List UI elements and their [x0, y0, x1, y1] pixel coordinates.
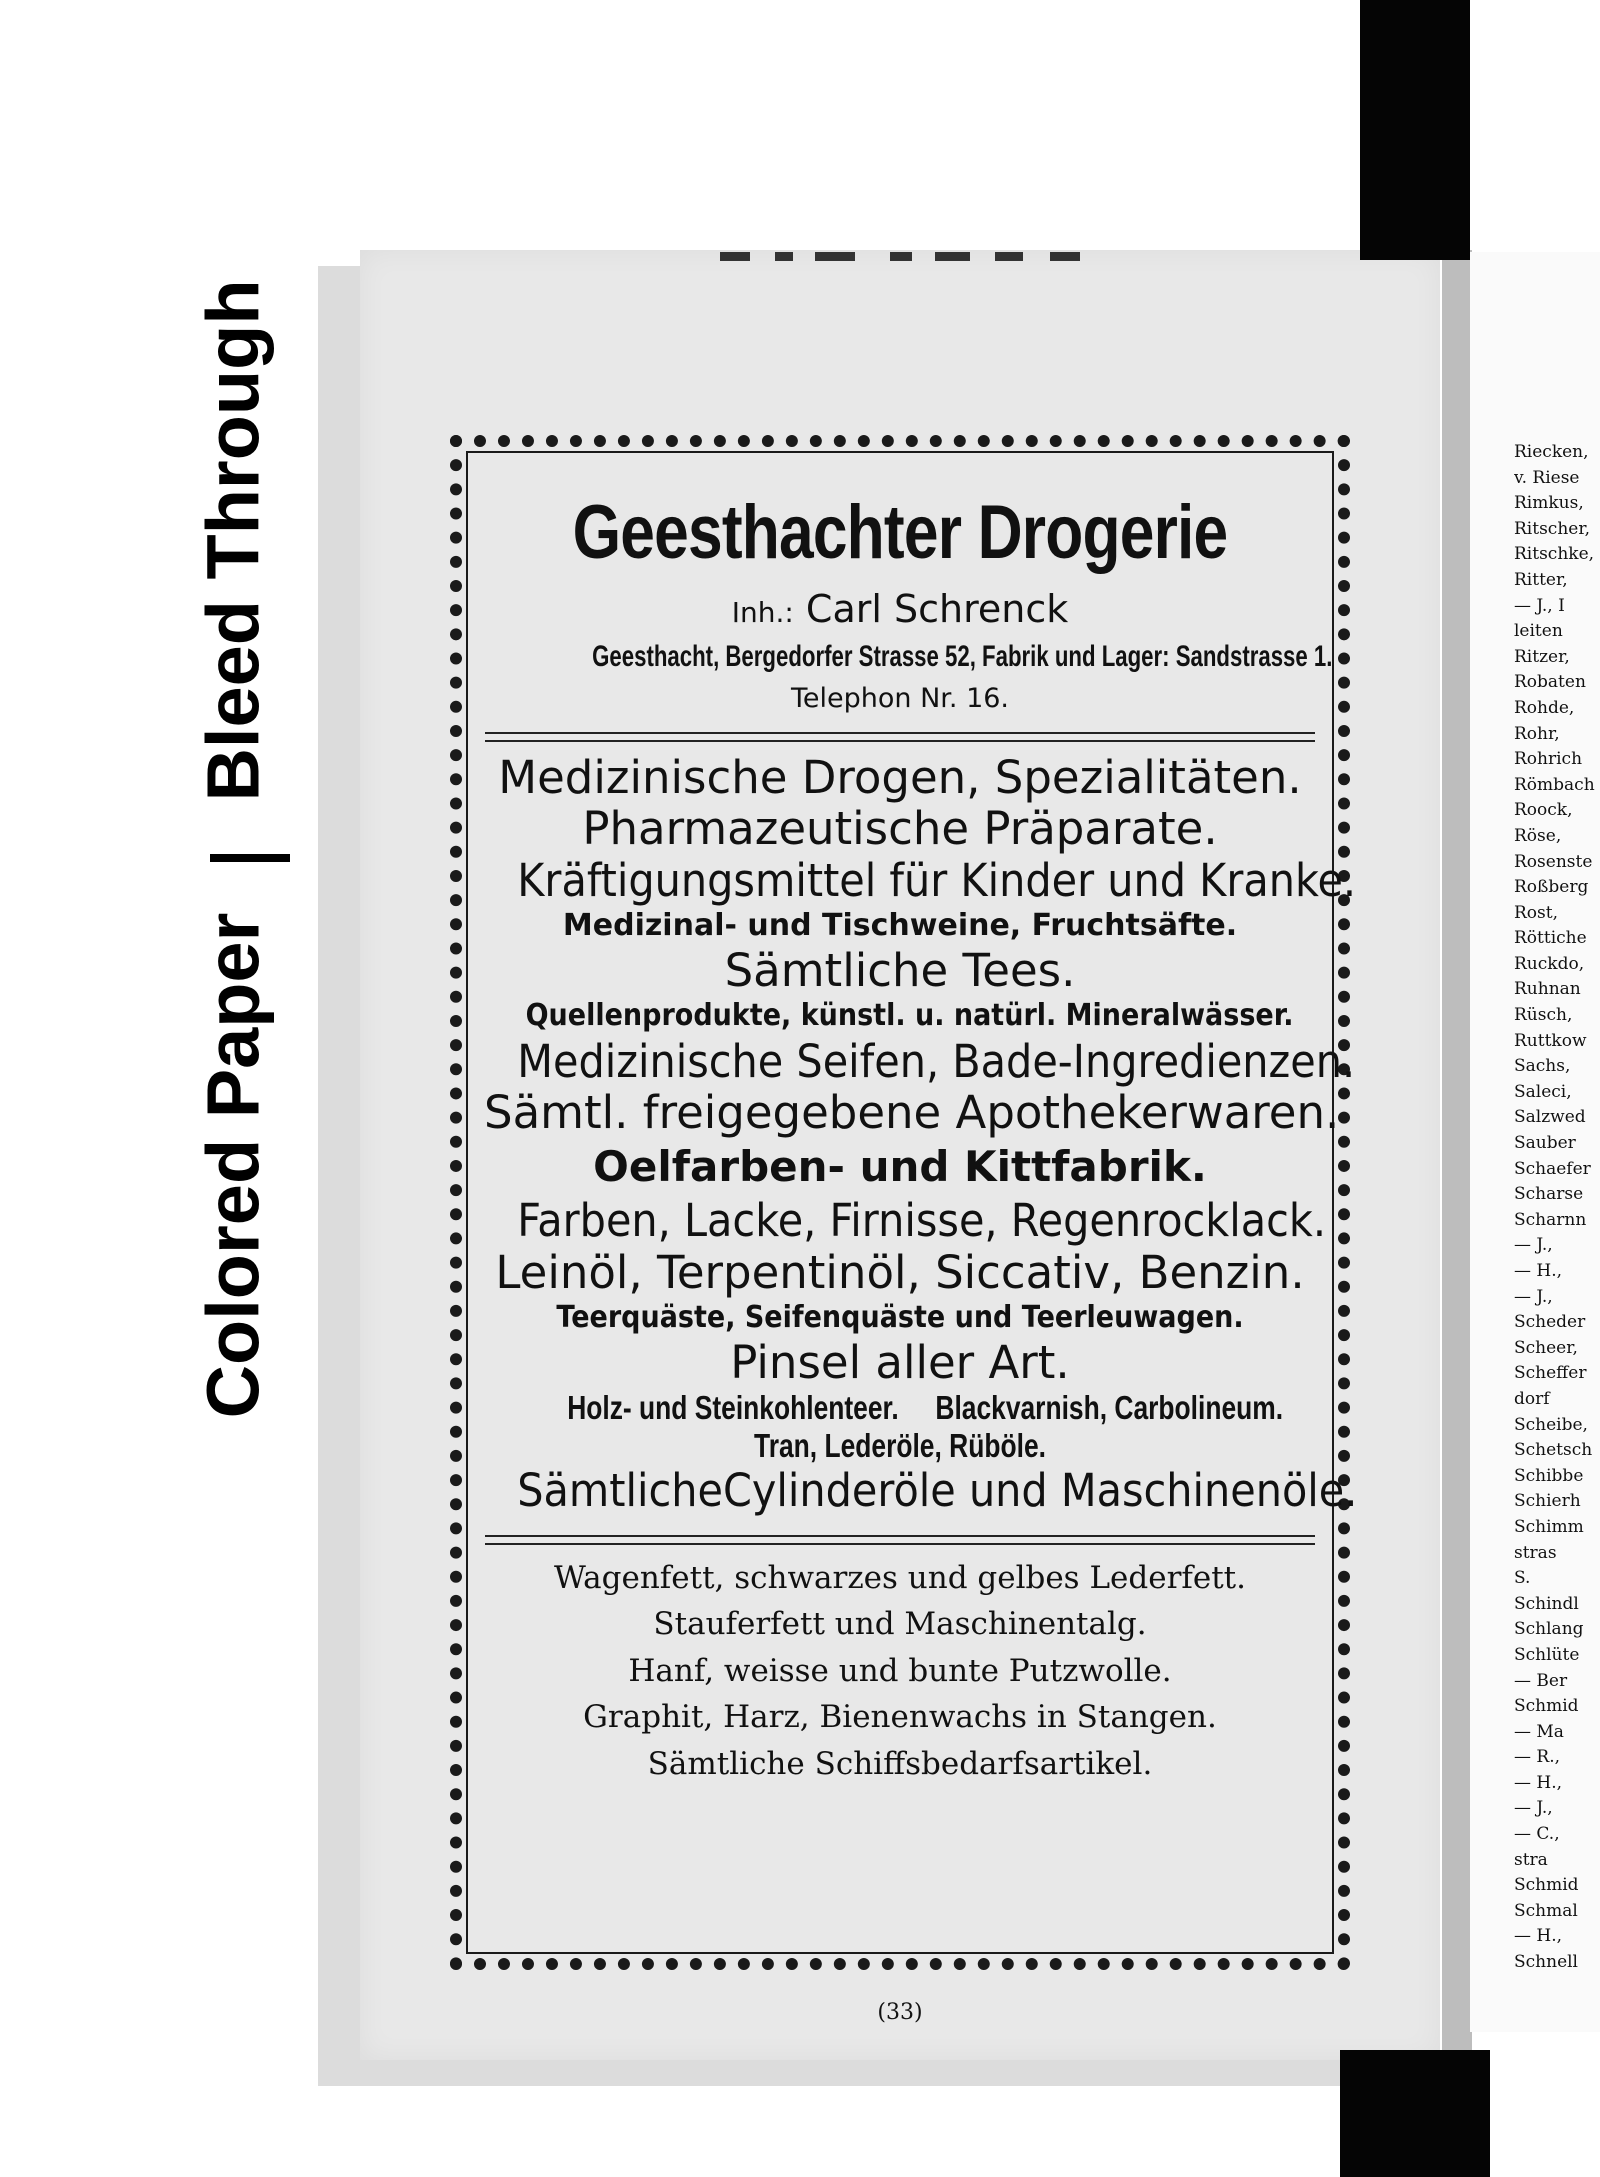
adjacent-column-line: Schlang: [1514, 1619, 1584, 1640]
side-label-bottom: [178, 865, 288, 1465]
adjacent-column-line: leiten: [1514, 621, 1563, 642]
adjacent-column-line: Ruttkow: [1514, 1030, 1587, 1051]
adjacent-column-line: Schetsch: [1514, 1440, 1593, 1461]
adjacent-column-line: — H.,: [1514, 1772, 1563, 1793]
adjacent-column-line: Scheffer: [1514, 1363, 1587, 1384]
adjacent-column-line: Röttiche: [1514, 928, 1587, 949]
product-line: Sämtliche Tees.: [724, 944, 1076, 998]
adjacent-column-line: Robaten: [1514, 672, 1586, 693]
adjacent-page-column: [1514, 440, 1600, 1976]
owner-line: [484, 588, 1316, 632]
advertisement-content: [484, 469, 1358, 1936]
adjacent-column-line: — H.,: [1514, 1261, 1563, 1281]
adjacent-column-line: Rost,: [1514, 902, 1558, 923]
adjacent-column-line: Scheder: [1514, 1312, 1586, 1333]
adjacent-column-line: Scharse: [1514, 1184, 1584, 1205]
telephone-line: Telephon Nr. 16.: [790, 682, 1010, 714]
product-heading: Oelfarben- und Kittfabrik.: [593, 1142, 1207, 1192]
supply-line: Sämtliche Schiffsbedarfsartikel.: [647, 1745, 1153, 1782]
adjacent-column-line: Sachs,: [1514, 1056, 1571, 1077]
product-line: Medizinal- und Tischweine, Fruchtsäfte.: [562, 907, 1238, 943]
scanned-page: [360, 250, 1440, 2060]
owner-prefix: Inh.:: [731, 596, 794, 630]
adjacent-column-line: Scheibe,: [1514, 1414, 1588, 1435]
adjacent-column-line: Riecken,: [1514, 442, 1589, 462]
adjacent-column-line: Ritzer,: [1514, 646, 1570, 667]
adjacent-column-line: Ritschke,: [1514, 544, 1595, 565]
adjacent-column-line: Rimkus,: [1514, 493, 1584, 514]
owner-name: Carl Schrenck: [805, 587, 1069, 632]
adjacent-column-line: Römbach: [1514, 774, 1595, 795]
bleed-through-label: Bleed Through: [191, 278, 275, 802]
adjacent-column-line: Ritter,: [1514, 569, 1568, 590]
supply-line: Hanf, weisse und bunte Putzwolle.: [628, 1652, 1172, 1689]
product-line: Quellenprodukte, künstl. u. natürl. Mineralwässer.: [525, 998, 1294, 1034]
adjacent-column-line: Schmal: [1514, 1900, 1578, 1921]
adjacent-column-line: — J.,: [1514, 1286, 1553, 1307]
adjacent-column-line: dorf: [1514, 1388, 1550, 1409]
product-line-condensed: Tran, Lederöle, Rüböle.: [754, 1427, 1046, 1465]
product-line: Medizinische Seifen, Bade-Ingredienzen.: [517, 1034, 1356, 1088]
adjacent-column-line: Röse,: [1514, 825, 1562, 846]
colored-paper-label: Colored Paper: [191, 912, 275, 1418]
address-line: Geesthacht, Bergedorfer Strasse 52, Fabrik und Lager: Sandstrasse 1.: [592, 640, 1333, 674]
product-item: Holz- und Steinkohlenteer.: [567, 1389, 899, 1427]
double-rule-bottom: [485, 1535, 1315, 1545]
adjacent-column-line: — J.,: [1514, 1798, 1553, 1819]
supply-line: Graphit, Harz, Bienenwachs in Stangen.: [583, 1699, 1217, 1736]
product-line: Kräftigungsmittel für Kinder und Kranke.: [517, 854, 1357, 908]
product-item: Blackvarnish, Carbolineum.: [935, 1389, 1284, 1427]
product-line: Sämtl. freigegebene Apothekerwaren.: [484, 1086, 1340, 1140]
adjacent-column-line: Salzwed: [1514, 1107, 1586, 1128]
product-line: Medizinische Drogen, Spezialitäten.: [498, 750, 1302, 804]
adjacent-column-line: Schindl: [1514, 1593, 1579, 1614]
side-label: [178, 235, 288, 1465]
page-number: (33): [877, 2000, 923, 2025]
adjacent-column-line: Rohde,: [1514, 697, 1575, 718]
adjacent-column-line: Schmid: [1514, 1875, 1579, 1896]
adjacent-column-line: Schlüte: [1514, 1644, 1580, 1665]
adjacent-column-line: Schaefer: [1514, 1158, 1591, 1179]
supply-line: Stauferfett und Maschinentalg.: [653, 1606, 1147, 1643]
adjacent-column-line: Rohrich: [1514, 749, 1583, 770]
adjacent-column-line: Schimm: [1514, 1516, 1584, 1537]
advertisement-frame: [450, 435, 1358, 1970]
scanner-clamp-bottom: [1340, 2050, 1490, 2177]
adjacent-column-line: — Ber: [1514, 1670, 1568, 1691]
adjacent-column-line: Schnell: [1514, 1952, 1578, 1973]
scanner-clamp-top: [1360, 0, 1470, 260]
adjacent-column-line: Schibbe: [1514, 1465, 1584, 1486]
side-label-divider: [210, 854, 290, 862]
product-line: Farben, Lacke, Firnisse, Regenrocklack.: [517, 1194, 1327, 1248]
page-edge-shadow: [1442, 250, 1472, 2060]
adjacent-column-line: Rohr,: [1514, 723, 1560, 744]
product-line: Teerquäste, Seifenquäste und Teerleuwagen.: [556, 1299, 1244, 1335]
product-line-condensed: [567, 1389, 1284, 1427]
adjacent-column-line: Schierh: [1514, 1491, 1581, 1512]
adjacent-column-line: Ruckdo,: [1514, 953, 1585, 974]
adjacent-column-line: — R.,: [1514, 1747, 1561, 1768]
adjacent-column-line: Saleci,: [1514, 1081, 1572, 1102]
adjacent-column-line: S.: [1514, 1568, 1531, 1589]
adjacent-column-line: Rosenste: [1514, 851, 1593, 872]
product-line: SämtlicheCylinderöle und Maschinenöle.: [517, 1464, 1358, 1518]
product-line: Pharmazeutische Präparate.: [582, 802, 1218, 856]
product-line: Pinsel aller Art.: [730, 1336, 1070, 1390]
adjacent-column-line: — H.,: [1514, 1926, 1563, 1947]
adjacent-column-line: — C.,: [1514, 1824, 1560, 1845]
double-rule-top: [485, 732, 1315, 742]
adjacent-column-line: v. Riese: [1514, 467, 1580, 488]
adjacent-column-line: Scheer,: [1514, 1337, 1578, 1358]
adjacent-column-line: Roßberg: [1514, 877, 1589, 898]
adjacent-column-line: stra: [1514, 1849, 1548, 1870]
company-title: Geesthachter Drogerie: [572, 490, 1228, 575]
supply-line: Wagenfett, schwarzes und gelbes Lederfett.: [554, 1559, 1246, 1596]
adjacent-column-line: stras: [1514, 1542, 1557, 1563]
adjacent-column-line: — J., I: [1514, 595, 1565, 616]
adjacent-column-line: Ritscher,: [1514, 518, 1590, 539]
adjacent-column-line: — J.,: [1514, 1235, 1553, 1256]
adjacent-column-line: — Ma: [1514, 1721, 1564, 1742]
adjacent-column-line: Scharnn: [1514, 1209, 1587, 1230]
product-line: Leinöl, Terpentinöl, Siccativ, Benzin.: [495, 1246, 1305, 1300]
adjacent-column-line: Ruhnan: [1514, 979, 1581, 1000]
adjacent-column-line: Rüsch,: [1514, 1005, 1573, 1026]
adjacent-column-line: Sauber: [1514, 1133, 1576, 1154]
adjacent-column-line: Schmid: [1514, 1696, 1579, 1717]
top-edge-marks: [720, 250, 1100, 264]
side-label-top: [178, 235, 288, 845]
adjacent-column-line: Roock,: [1514, 800, 1573, 821]
